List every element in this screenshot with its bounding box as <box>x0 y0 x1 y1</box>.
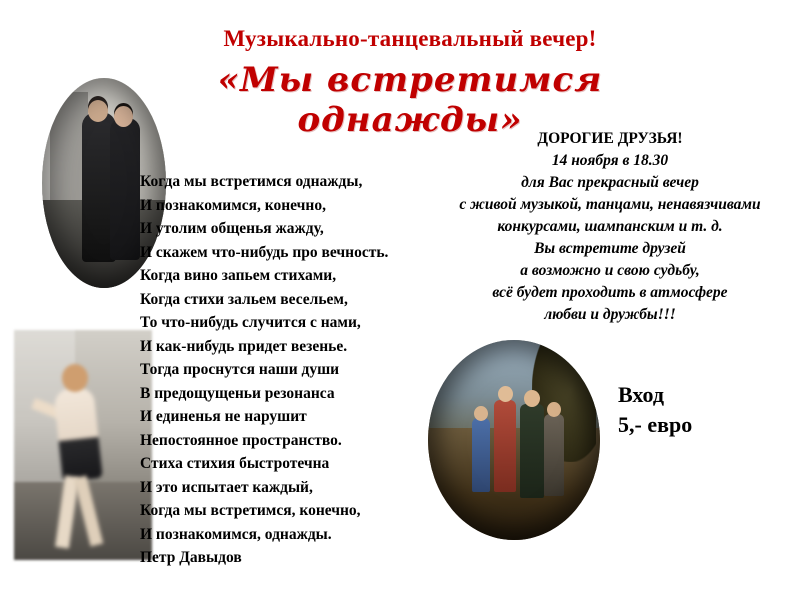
poem-line: Стиха стихия быстротечна <box>140 455 330 472</box>
poem-line: И познакомимся, конечно, <box>140 196 326 214</box>
dancer-photo-body <box>53 386 102 482</box>
poem-line: И как-нибудь придет везенье. <box>140 337 348 355</box>
entry-price: 5,- евро <box>618 412 693 437</box>
poem-line: Когда стихи зальем весельем, <box>140 290 348 308</box>
invitation-line: всё будет проходить в атмосфере <box>492 284 728 301</box>
invitation-text <box>430 128 790 326</box>
poem-line: И скажем что-нибудь про вечность. <box>140 243 389 261</box>
poem-line: Непостоянное пространство. <box>140 431 342 449</box>
poem-line: То что-нибудь случится с нами, <box>140 314 361 331</box>
invitation-line: любви и дружбы!!! <box>544 306 676 323</box>
painting-vignette <box>428 340 600 540</box>
invitation-line: конкурсами, шампанским и т. д. <box>497 218 723 235</box>
dancer-photo-head <box>62 364 88 392</box>
poem-line: В предощущеньи резонанса <box>140 384 335 402</box>
poem-line: И познакомимся, однажды. <box>140 525 332 543</box>
poem-text <box>140 170 440 570</box>
dancer-photo <box>14 330 152 560</box>
poem-line: И единенья не нарушит <box>140 408 307 425</box>
poem-line: И это испытает каждый, <box>140 478 313 496</box>
poem-line: Когда мы встретимся однажды, <box>140 173 363 190</box>
entry-label: Вход <box>618 382 665 407</box>
entry-price-block <box>618 380 692 440</box>
poem-line: И утолим общенья жажду, <box>140 220 324 237</box>
painting-image <box>428 340 600 540</box>
poster-subtitle: «Мы встретимся однажды» <box>217 60 603 140</box>
poem-line: Когда вино запьем стихами, <box>140 267 337 284</box>
poem-author: Петр Давыдов <box>140 549 242 566</box>
poem-line: Тогда проснутся наши души <box>140 361 340 378</box>
invitation-line: 14 ноября в 18.30 <box>551 152 669 169</box>
page-title: Музыкально-танцевальный вечер! <box>223 26 597 51</box>
poem-line: Когда мы встретимся, конечно, <box>140 502 361 519</box>
invitation-line: ДОРОГИЕ ДРУЗЬЯ! <box>537 130 683 147</box>
invitation-line: а возможно и свою судьбу, <box>520 262 700 279</box>
invitation-line: Вы встретите друзей <box>534 240 686 257</box>
invitation-line: с живой музыкой, танцами, ненавязчивами <box>459 196 761 213</box>
invitation-line: для Вас прекрасный вечер <box>521 174 699 191</box>
